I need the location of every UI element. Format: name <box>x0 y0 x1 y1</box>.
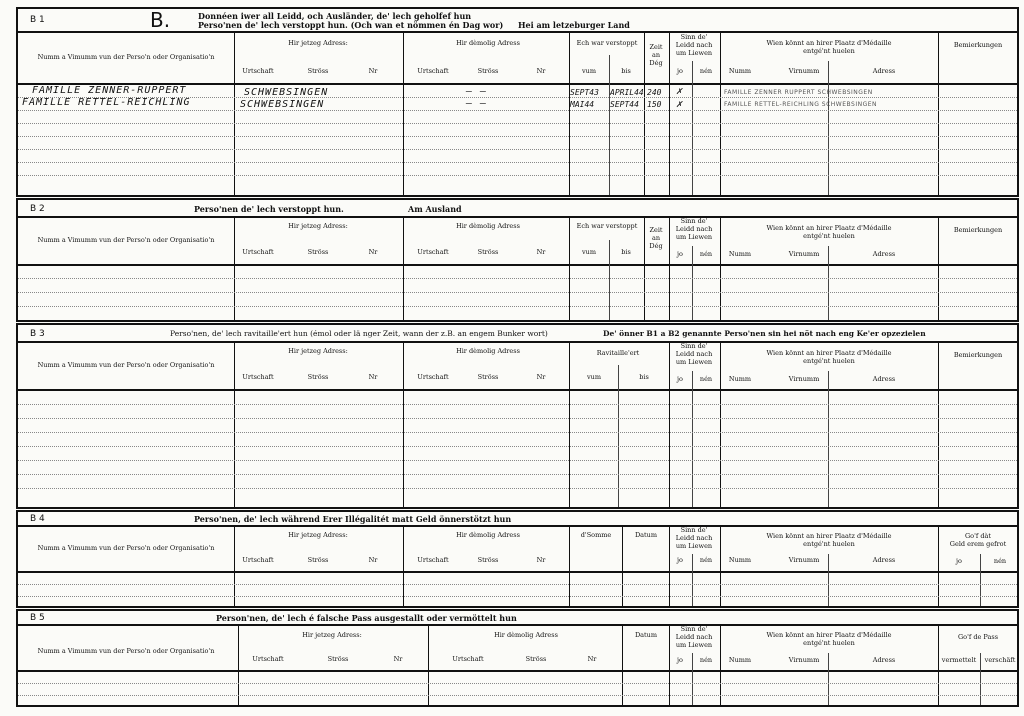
section-subtitle-b: Am Ausland <box>408 204 462 214</box>
money-returned-header-2: Geld erem gefrot <box>949 540 1007 548</box>
sense-header-2: Leidd nach <box>675 633 713 641</box>
time-header-2: an <box>651 51 661 59</box>
name-column-header: Numm a Vimumm vun der Perso'n oder Organisatio'n <box>37 361 215 369</box>
town-header: Urtschaft <box>242 373 274 381</box>
remarks-header: Bemierkungen <box>953 351 1003 359</box>
medal-firstname-header: Virnumm <box>788 67 820 75</box>
entry-yes-mark: ✗ <box>676 99 684 110</box>
street-header: Ströss <box>477 67 499 75</box>
time-header: Zeit <box>649 43 663 51</box>
sense-header: Sinn de' <box>680 625 708 633</box>
yes-header: jo <box>677 656 683 664</box>
yes-header: jo <box>677 375 683 383</box>
name-column-header: Numm a Vimumm vun der Perso'n oder Organisatio'n <box>37 53 215 61</box>
entry-medal-recipient: FAMILLE ZENNER RUPPERT SCHWEBSINGEN <box>724 89 873 96</box>
nr-header: Nr <box>536 373 546 381</box>
yes-header: jo <box>677 556 683 564</box>
sense-header-3: um Liewen <box>675 542 713 550</box>
pass-made-header: verschäft <box>984 656 1016 664</box>
hidden-header: Ech war verstoppt <box>576 222 638 230</box>
section-subtitle-b: De' önner B1 a B2 genannte Perso'nen sin hei nöt nach eng Ke'er opzezielen <box>603 329 926 338</box>
sum-header: d'Somme <box>580 531 612 539</box>
medal-address-header: Adress <box>872 250 896 258</box>
town-header: Urtschaft <box>417 67 449 75</box>
pass-header: Go'f de Pass <box>957 633 999 641</box>
medal-header: Wien könnt an hirer Plaatz d'Médaille <box>766 631 892 639</box>
nr-header: Nr <box>368 556 378 564</box>
from-header: vum <box>586 373 602 381</box>
nr-header: Nr <box>536 556 546 564</box>
section-b3 <box>16 323 1019 509</box>
street-header: Ströss <box>307 248 329 256</box>
remarks-header: Bemierkungen <box>953 41 1003 49</box>
entry-name: FAMILLE ZENNER-RUPPERT <box>32 85 187 96</box>
town-header: Urtschaft <box>452 655 484 663</box>
medal-header: Wien könnt an hirer Plaatz d'Médaille <box>766 349 892 357</box>
section-title: Perso'nen de' lech verstoppt hun. <box>194 204 344 214</box>
form-letter: B. <box>150 8 171 32</box>
current-address-header: Hir jetzeg Adress: <box>288 531 348 539</box>
current-address-header: Hir jetzeg Adress: <box>288 347 348 355</box>
nr-header: Nr <box>368 373 378 381</box>
entry-from: MAI44 <box>570 100 595 109</box>
medal-name-header: Numm <box>728 375 752 383</box>
no-header: nén <box>699 67 713 75</box>
street-header: Ströss <box>477 556 499 564</box>
entry-yes-mark: ✗ <box>676 86 684 97</box>
medal-firstname-header: Virnumm <box>788 556 820 564</box>
hidden-header: Ech war verstoppt <box>576 39 638 47</box>
no-header: nén <box>699 250 713 258</box>
old-address-header: Hir dèmolig Adress <box>456 347 520 355</box>
to-header: bis <box>621 248 631 256</box>
sense-header-2: Leidd nach <box>675 225 713 233</box>
time-header: Zeit <box>649 226 663 234</box>
sense-header-3: um Liewen <box>675 358 713 366</box>
name-column-header: Numm a Vimumm vun der Perso'n oder Organisatio'n <box>37 647 215 655</box>
name-column-header: Numm a Vimumm vun der Perso'n oder Organisatio'n <box>37 236 215 244</box>
yes-header: jo <box>677 250 683 258</box>
old-address-header: Hir dèmolig Adress <box>494 631 558 639</box>
yes-header: jo <box>956 557 962 565</box>
entry-old-address: — — <box>466 86 488 97</box>
medal-firstname-header: Virnumm <box>788 250 820 258</box>
no-header: nén <box>993 557 1007 565</box>
entry-name: FAMILLE RETTEL-REICHLING <box>22 97 191 108</box>
medal-name-header: Numm <box>728 250 752 258</box>
sense-header-2: Leidd nach <box>675 350 713 358</box>
medal-header-2: entgé'nt huelen <box>803 639 855 647</box>
medal-name-header: Numm <box>728 656 752 664</box>
no-header: nén <box>699 556 713 564</box>
to-header: bis <box>639 373 649 381</box>
current-address-header: Hir jetzeg Adress: <box>288 39 348 47</box>
time-header-2: an <box>651 234 661 242</box>
town-header: Urtschaft <box>242 67 274 75</box>
section-code: B 3 <box>30 329 45 339</box>
entry-days: 240 <box>647 88 662 97</box>
to-header: bis <box>621 67 631 75</box>
time-header-3: Dég <box>649 242 663 250</box>
old-address-header: Hir dèmolig Adress <box>456 222 520 230</box>
section-code: B 1 <box>30 15 45 25</box>
from-header: vum <box>581 67 597 75</box>
medal-firstname-header: Virnumm <box>788 656 820 664</box>
sense-header: Sinn de' <box>680 526 708 534</box>
town-header: Urtschaft <box>417 248 449 256</box>
sense-header-2: Leidd nach <box>675 41 713 49</box>
section-subtitle: Perso'nen de' lech verstoppt hun. (Och wan et nömmen én Dag wor) <box>198 20 504 30</box>
section-b4 <box>16 510 1019 608</box>
entry-town: SCHWEBSINGEN <box>240 99 325 110</box>
town-header: Urtschaft <box>417 373 449 381</box>
town-header: Urtschaft <box>242 556 274 564</box>
section-b1 <box>16 7 1019 197</box>
sense-header-2: Leidd nach <box>675 534 713 542</box>
entry-old-address: — — <box>466 98 488 109</box>
current-address-header: Hir jetzeg Adress: <box>288 222 348 230</box>
medal-header-2: entgé'nt huelen <box>803 47 855 55</box>
remarks-header: Bemierkungen <box>953 226 1003 234</box>
medal-address-header: Adress <box>872 556 896 564</box>
town-header: Urtschaft <box>417 556 449 564</box>
street-header: Ströss <box>477 248 499 256</box>
nr-header: Nr <box>368 248 378 256</box>
section-title: Perso'nen, de' lech ravitaille'ert hun (émol oder lä nger Zeit, wann der z.B. an engem Bunker wort) <box>170 329 548 338</box>
sense-header-3: um Liewen <box>675 49 713 57</box>
medal-header-2: entgé'nt huelen <box>803 357 855 365</box>
town-header: Urtschaft <box>242 248 274 256</box>
nr-header: Nr <box>536 67 546 75</box>
medal-header: Wien könnt an hirer Plaatz d'Médaille <box>766 532 892 540</box>
yes-header: jo <box>677 67 683 75</box>
section-code: B 2 <box>30 204 45 214</box>
nr-header: Nr <box>393 655 403 663</box>
nr-header: Nr <box>536 248 546 256</box>
pass-issued-header: vermettelt <box>941 656 977 664</box>
time-header-3: Dég <box>649 59 663 67</box>
section-b2 <box>16 198 1019 322</box>
supplied-header: Ravitaille'ert <box>596 349 640 357</box>
street-header: Ströss <box>525 655 547 663</box>
section-title: Person'nen, de' lech é falsche Pass ausgestallt oder vermöttelt hun <box>216 613 517 623</box>
medal-name-header: Numm <box>728 556 752 564</box>
medal-header: Wien könnt an hirer Plaatz d'Médaille <box>766 39 892 47</box>
entry-town: SCHWEBSINGEN <box>244 87 329 98</box>
medal-address-header: Adress <box>872 375 896 383</box>
section-b5 <box>16 609 1019 707</box>
current-address-header: Hir jetzeg Adress: <box>302 631 362 639</box>
date-header: Datum <box>634 531 658 539</box>
date-header: Datum <box>634 631 658 639</box>
street-header: Ströss <box>307 373 329 381</box>
street-header: Ströss <box>327 655 349 663</box>
street-header: Ströss <box>477 373 499 381</box>
old-address-header: Hir dèmolig Adress <box>456 531 520 539</box>
sense-header: Sinn de' <box>680 342 708 350</box>
medal-name-header: Numm <box>728 67 752 75</box>
no-header: nén <box>699 375 713 383</box>
medal-header-2: entgé'nt huelen <box>803 540 855 548</box>
sense-header: Sinn de' <box>680 217 708 225</box>
street-header: Ströss <box>307 556 329 564</box>
section-title: Perso'nen, de' lech während Erer Illégalitét matt Geld önnerstötzt hun <box>194 514 512 524</box>
entry-from: SEPT43 <box>570 88 599 97</box>
section-code: B 5 <box>30 613 45 623</box>
no-header: nén <box>699 656 713 664</box>
medal-header: Wien könnt an hirer Plaatz d'Médaille <box>766 224 892 232</box>
section-title: Donnéen iwer all Leidd, och Ausländer, de' lech geholfef hun <box>198 11 472 21</box>
name-column-header: Numm a Vimumm vun der Perso'n oder Organisatio'n <box>37 544 215 552</box>
sense-header-3: um Liewen <box>675 641 713 649</box>
section-code: B 4 <box>30 514 45 524</box>
medal-firstname-header: Virnumm <box>788 375 820 383</box>
entry-to: APRIL44 <box>610 88 644 97</box>
entry-days: 150 <box>647 100 662 109</box>
town-header: Urtschaft <box>252 655 284 663</box>
from-header: vum <box>581 248 597 256</box>
sense-header-3: um Liewen <box>675 233 713 241</box>
nr-header: Nr <box>368 67 378 75</box>
entry-medal-recipient: FAMILLE RETTEL-REICHLING SCHWEBSINGEN <box>724 101 878 108</box>
old-address-header: Hir dèmolig Adress <box>456 39 520 47</box>
medal-header-2: entgé'nt huelen <box>803 232 855 240</box>
street-header: Ströss <box>307 67 329 75</box>
medal-address-header: Adress <box>872 67 896 75</box>
money-returned-header: Go'f dàt <box>964 532 992 540</box>
section-subtitle-b: Hei am letzeburger Land <box>518 20 630 30</box>
sense-header: Sinn de' <box>680 33 708 41</box>
medal-address-header: Adress <box>872 656 896 664</box>
nr-header: Nr <box>587 655 597 663</box>
entry-to: SEPT44 <box>610 100 639 109</box>
